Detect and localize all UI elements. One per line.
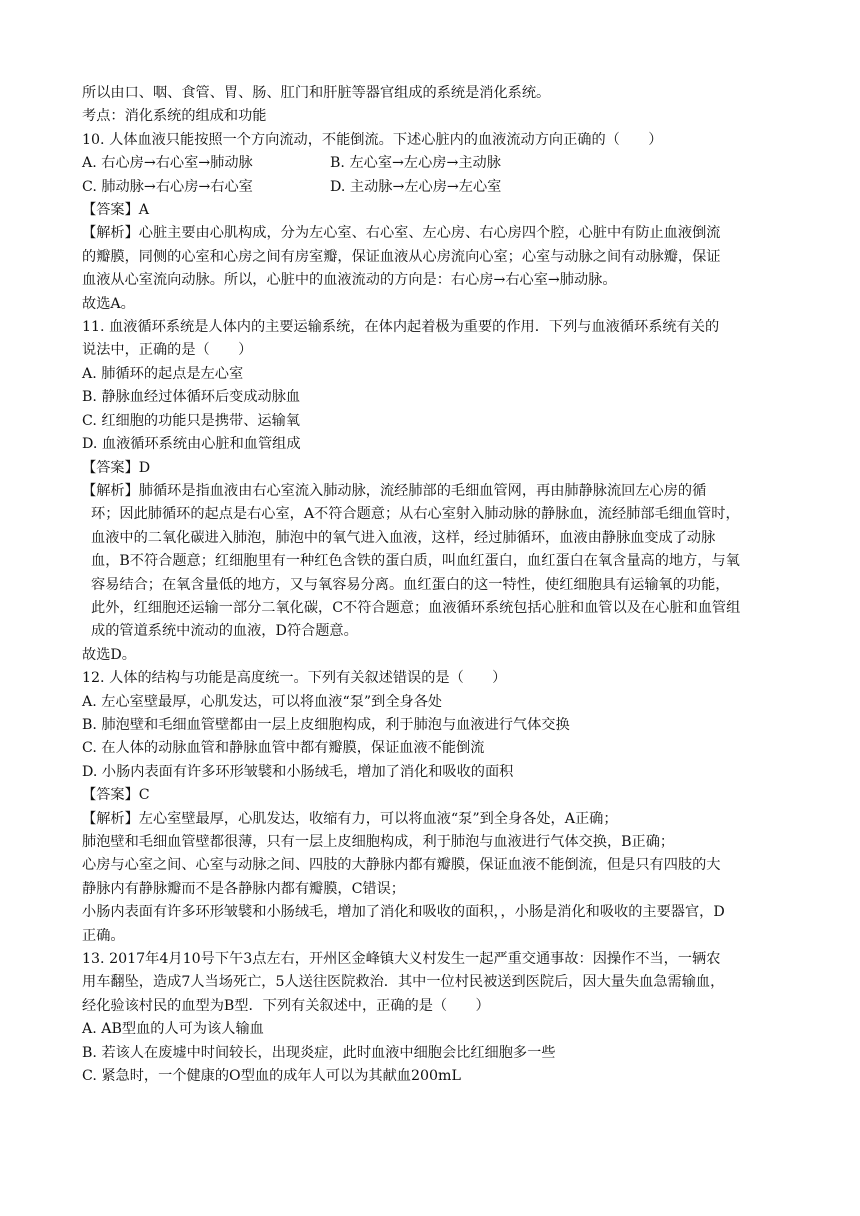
question-11-analysis-line: 血液中的二氧化碳进入肺泡，肺泡中的氧气进入血液，这样，经过肺循环，血液由静脉血变成了动脉 — [91, 529, 716, 546]
question-12 — [82, 667, 782, 948]
question-13-stem: 用车翻坠，造成7人当场死亡，5人送往医院救治．其中一位村民被送到医院后，因大量失血急需输血， — [82, 974, 725, 991]
question-12-analysis-line: 静脉内有静脉瓣而不是各静脉内都有瓣膜，C错误； — [82, 880, 405, 897]
intro-knowledge-point: 考点：消化系统的组成和功能 — [82, 108, 267, 125]
question-13 — [82, 948, 782, 1088]
question-10-option-b: B. 左心室→左心房→主动脉 — [330, 155, 501, 172]
question-11-option-a: A. 肺循环的起点是左心室 — [82, 365, 244, 382]
question-10-answer: 【答案】A — [82, 202, 149, 219]
question-10-conclusion: 故选A。 — [82, 295, 135, 312]
question-11-conclusion: 故选D。 — [82, 646, 136, 663]
question-11-analysis-line: 容易结合；在氧含量低的地方，又与氧容易分离。血红蛋白的这一特性，使红细胞具有运输氧的功能， — [91, 576, 730, 593]
question-11-option-d: D. 血液循环系统由心脏和血管组成 — [82, 436, 301, 453]
question-11-analysis-line: 环；因此肺循环的起点是右心室，A不符合题意；从右心室射入肺动脉的静脉血，流经肺部毛细血管时， — [91, 506, 740, 523]
question-12-option-c: C. 在人体的动脉血管和静脉血管中都有瓣膜，保证血液不能倒流 — [82, 740, 485, 757]
question-11-analysis-line: 成的管道系统中流动的血液，D符合题意。 — [91, 623, 358, 640]
question-12-analysis-line: 心房与心室之间、心室与动脉之间、四肢的大静脉内都有瓣膜，保证血液不能倒流，但是只有四肢的大 — [82, 857, 721, 874]
question-12-option-a: A. 左心室壁最厚，心肌发达，可以将血液“泵”到全身各处 — [82, 693, 443, 710]
question-10-option-d: D. 主动脉→左心房→左心室 — [330, 178, 502, 195]
question-13-option-b: B. 若该人在废墟中时间较长，出现炎症，此时血液中细胞会比红细胞多一些 — [82, 1044, 556, 1061]
question-10-option-c: C. 肺动脉→右心房→右心室 — [82, 178, 253, 195]
question-11-analysis-line: 此外，红细胞还运输一部分二氧化碳，C不符合题意；血液循环系统包括心脏和血管以及在心脏和血管组 — [91, 599, 741, 616]
question-11-stem: 11. 血液循环系统是人体内的主要运输系统，在体内起着极为重要的作用．下列与血液循环系统有关的 — [82, 319, 720, 336]
question-10 — [82, 129, 782, 316]
question-10-stem: 10. 人体血液只能按照一个方向流动，不能倒流。下述心脏内的血液流动方向正确的（ ） — [82, 131, 663, 148]
question-10-analysis-line: 的瓣膜，同侧的心室和心房之间有房室瓣，保证血液从心房流向心室；心室与动脉之间有动脉瓣，保证 — [82, 248, 721, 265]
question-10-option-a: A. 右心房→右心室→肺动脉 — [82, 155, 253, 172]
question-13-option-a: A. AB型血的人可为该人输血 — [82, 1021, 264, 1038]
intro-line: 所以由口、咽、食管、胃、肠、肛门和肝脏等器官组成的系统是消化系统。 — [82, 85, 551, 101]
question-12-answer: 【答案】C — [82, 787, 150, 804]
question-12-option-d: D. 小肠内表面有许多环形皱襞和小肠绒毛，增加了消化和吸收的面积 — [82, 763, 514, 780]
question-10-options-row-2 — [82, 176, 782, 199]
question-10-analysis-line: 血液从心室流向动脉。所以，心脏中的血液流动的方向是：右心房→右心室→肺动脉。 — [82, 272, 617, 289]
question-12-analysis-line: 正确。 — [82, 927, 125, 944]
question-10-analysis-line: 【解析】心脏主要由心肌构成，分为左心室、右心室、左心房、右心房四个腔，心脏中有防止血液倒流 — [82, 225, 721, 242]
question-13-option-c: C. 紧急时，一个健康的O型血的成年人可以为其献血200mL — [82, 1068, 461, 1085]
question-11-option-b: B. 静脉血经过体循环后变成动脉血 — [82, 389, 301, 406]
question-13-stem: 经化验该村民的血型为B型．下列有关叙述中，正确的是（ ） — [82, 997, 490, 1014]
question-11-stem: 说法中，正确的是（ ） — [82, 342, 253, 359]
question-12-analysis-line: 小肠内表面有许多环形皱襞和小肠绒毛，增加了消化和吸收的面积，，小肠是消化和吸收的主要器官，D — [82, 904, 725, 921]
question-11-analysis-line: 【解析】肺循环是指血液由右心室流入肺动脉，流经肺部的毛细血管网，再由肺静脉流回左心房的循 — [82, 482, 707, 499]
question-12-stem: 12. 人体的结构与功能是高度统一。下列有关叙述错误的是（ ） — [82, 670, 507, 687]
question-12-analysis-line: 肺泡壁和毛细血管壁都很薄，只有一层上皮细胞构成，利于肺泡与血液进行气体交换，B正确； — [82, 834, 675, 850]
question-11-option-c: C. 红细胞的功能只是携带、运输氧 — [82, 412, 300, 429]
question-13-stem: 13. 2017年4月10号下午3点左右，开州区金峰镇大义村发生一起严重交通事故：因操作不当，一辆农 — [82, 951, 721, 968]
question-11 — [82, 316, 782, 667]
question-12-option-b: B. 肺泡壁和毛细血管壁都由一层上皮细胞构成，利于肺泡与血液进行气体交换 — [82, 716, 570, 733]
question-12-analysis-line: 【解析】左心室壁最厚，心肌发达，收缩有力，可以将血液“泵”到全身各处，A正确； — [82, 810, 618, 827]
question-10-options-row-1 — [82, 152, 782, 175]
question-11-analysis-line: 血，B不符合题意；红细胞里有一种红色含铁的蛋白质，叫血红蛋白，血红蛋白在氧含量高的地方，与氧 — [91, 553, 740, 570]
document-page — [82, 82, 782, 1088]
question-11-answer: 【答案】D — [82, 459, 151, 476]
